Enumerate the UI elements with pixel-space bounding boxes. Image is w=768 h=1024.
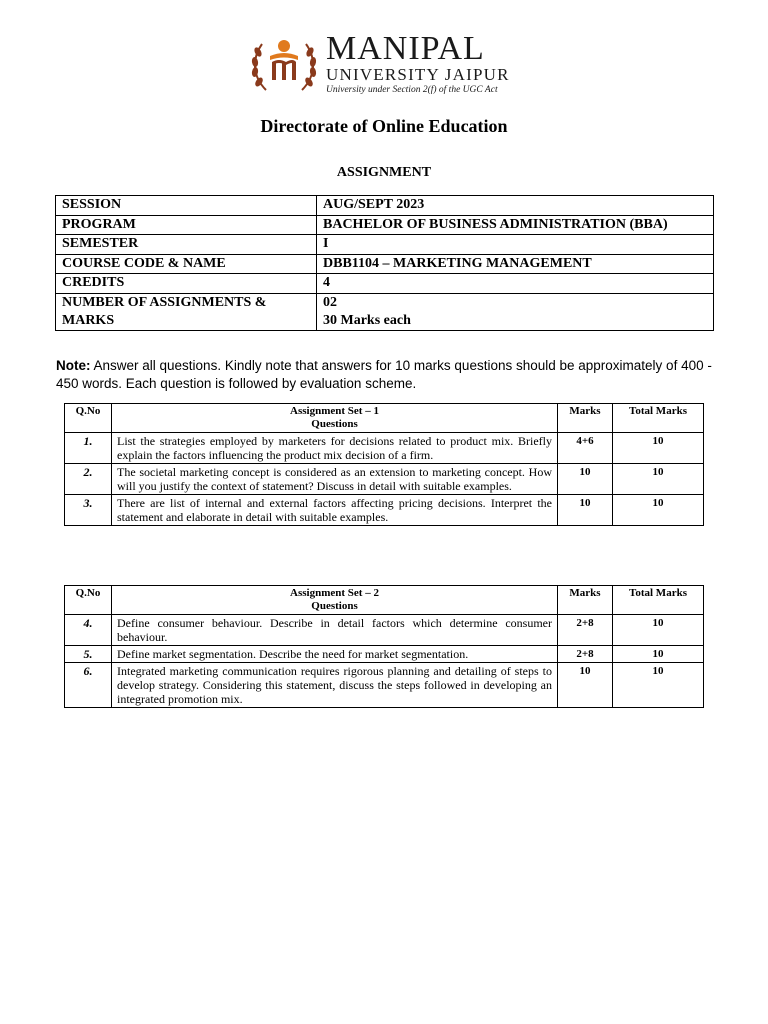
header-title	[112, 404, 558, 433]
question-number: 1.	[65, 433, 112, 464]
assignment-set-1-table	[64, 403, 704, 526]
info-value: 4	[317, 274, 714, 294]
header-marks: Marks	[558, 404, 613, 433]
note-text: Answer all questions. Kindly note that answers for 10 marks questions should be approximately of 400 - 450 words. Each question is followed by evaluation scheme.	[56, 358, 712, 391]
info-value: AUG/SEPT 2023	[317, 196, 714, 216]
info-key: SESSION	[56, 196, 317, 216]
info-value-line2: 30 Marks each	[323, 312, 411, 328]
question-marks: 2+8	[558, 615, 613, 646]
question-text: Define market segmentation. Describe the need for market segmentation.	[112, 646, 558, 663]
logo-name: MANIPAL	[326, 30, 485, 67]
info-value	[317, 293, 714, 330]
question-total: 10	[613, 615, 704, 646]
university-logo	[248, 30, 538, 100]
info-key: PROGRAM	[56, 215, 317, 235]
question-text: Integrated marketing communication requires rigorous planning and detailing of steps to develop strategy. Considering this statement, discuss the steps followed in developing an integrated promotion mix.	[112, 663, 558, 708]
table-header-row	[65, 404, 704, 433]
question-text: There are list of internal and external factors affecting pricing decisions. Interpret the statement and elaborate in detail with suitable examples.	[112, 495, 558, 526]
info-row	[56, 293, 714, 330]
question-text: Define consumer behaviour. Describe in detail factors which determine consumer behaviour.	[112, 615, 558, 646]
set-title: Assignment Set – 1	[290, 405, 379, 417]
question-total: 10	[613, 433, 704, 464]
info-key: CREDITS	[56, 274, 317, 294]
directorate-title: Directorate of Online Education	[260, 116, 508, 136]
question-text: The societal marketing concept is considered as an extension to marketing concept. How will you justify the context of statement? Discuss in detail with suitable examples.	[112, 464, 558, 495]
header-total: Total Marks	[613, 586, 704, 615]
table-row	[65, 464, 704, 495]
questions-label: Questions	[311, 600, 358, 612]
logo-tagline: University under Section 2(f) of the UGC Act	[326, 85, 498, 95]
table-row	[65, 646, 704, 663]
question-number: 3.	[65, 495, 112, 526]
info-key: NUMBER OF ASSIGNMENTS & MARKS	[56, 293, 317, 330]
logo-wordmark	[326, 32, 510, 97]
assignment-set-2-table	[64, 585, 704, 708]
assignment-heading: ASSIGNMENT	[336, 165, 432, 180]
question-total: 10	[613, 464, 704, 495]
note-label: Note:	[56, 358, 91, 373]
table-header-row	[65, 586, 704, 615]
question-marks: 10	[558, 663, 613, 708]
note-paragraph	[56, 357, 716, 393]
table-row	[65, 663, 704, 708]
logo-subname: UNIVERSITY JAIPUR	[326, 65, 510, 84]
info-row	[56, 235, 714, 255]
header-qno: Q.No	[65, 404, 112, 433]
info-value: DBB1104 – MARKETING MANAGEMENT	[317, 254, 714, 274]
question-number: 6.	[65, 663, 112, 708]
info-key: COURSE CODE & NAME	[56, 254, 317, 274]
question-total: 10	[613, 663, 704, 708]
question-marks: 4+6	[558, 433, 613, 464]
table-row	[65, 433, 704, 464]
table-row	[65, 615, 704, 646]
info-value: BACHELOR OF BUSINESS ADMINISTRATION (BBA)	[317, 215, 714, 235]
info-value-line1: 02	[323, 294, 337, 310]
question-number: 4.	[65, 615, 112, 646]
question-total: 10	[613, 495, 704, 526]
header-total: Total Marks	[613, 404, 704, 433]
set-title: Assignment Set – 2	[290, 587, 379, 599]
info-key: SEMESTER	[56, 235, 317, 255]
questions-label: Questions	[311, 418, 358, 430]
question-marks: 2+8	[558, 646, 613, 663]
course-info-table	[55, 195, 714, 331]
header-qno: Q.No	[65, 586, 112, 615]
info-value: I	[317, 235, 714, 255]
question-marks: 10	[558, 495, 613, 526]
table-row	[65, 495, 704, 526]
question-number: 2.	[65, 464, 112, 495]
info-row	[56, 254, 714, 274]
laurel-emblem-icon	[248, 30, 320, 100]
info-row	[56, 274, 714, 294]
question-marks: 10	[558, 464, 613, 495]
question-text: List the strategies employed by marketers for decisions related to product mix. Briefly explain the factors influencing the product mix decision of a firm.	[112, 433, 558, 464]
header-marks: Marks	[558, 586, 613, 615]
question-total: 10	[613, 646, 704, 663]
header-title	[112, 586, 558, 615]
info-row	[56, 196, 714, 216]
question-number: 5.	[65, 646, 112, 663]
info-row	[56, 215, 714, 235]
